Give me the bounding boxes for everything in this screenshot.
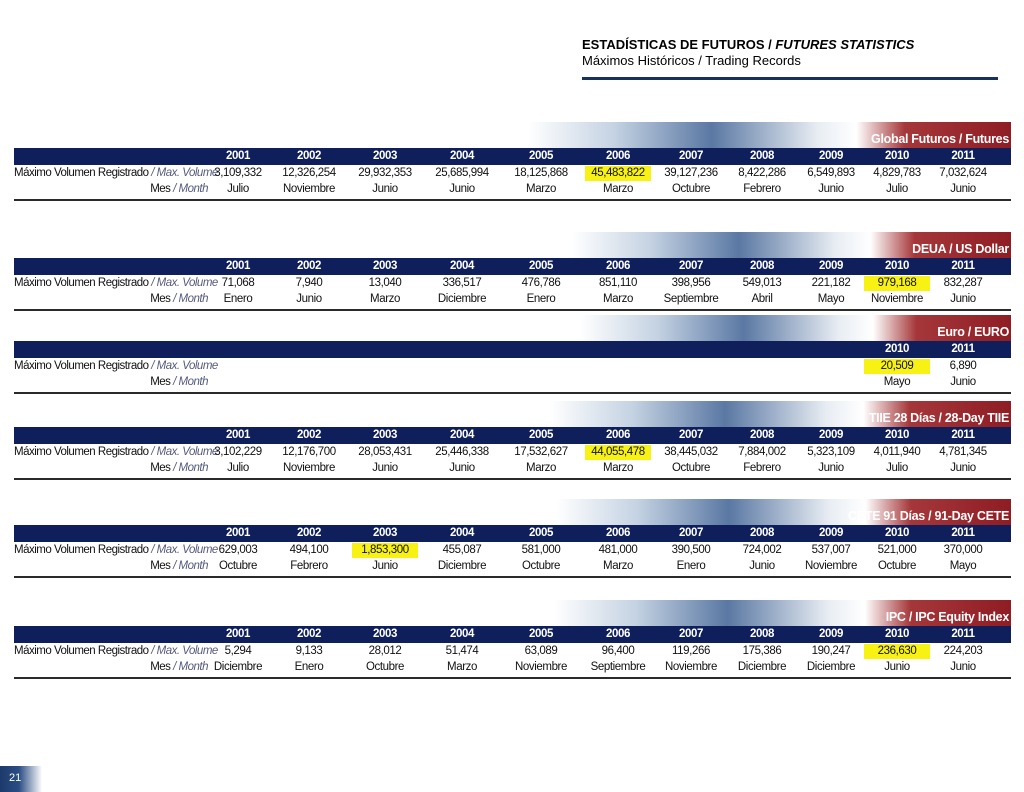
month-cell: Enero (294, 661, 324, 673)
max-volume-label: Máximo Volumen Registrado / Max. Volume (14, 645, 218, 657)
year-cell: 2010 (885, 260, 909, 272)
month-cell: Junio (372, 183, 398, 195)
page-header (582, 37, 914, 69)
futures-table-3 (14, 401, 1011, 481)
month-label: Mes / Month (150, 376, 208, 388)
page-number-badge (0, 766, 42, 792)
year-cell: 2006 (606, 527, 630, 539)
volume-cell: 7,032,624 (939, 167, 987, 179)
table-bottom-rule (14, 392, 1011, 394)
volume-cell: 476,786 (521, 277, 561, 289)
year-cell: 2009 (819, 628, 843, 640)
month-cell: Marzo (603, 293, 633, 305)
record-volume-cell: 45,483,822 (585, 166, 651, 181)
volume-cell: 175,386 (742, 645, 782, 657)
year-cell: 2001 (226, 527, 250, 539)
month-cell: Junio (950, 376, 976, 388)
section-title: Euro / EURO (937, 325, 1009, 339)
max-volume-row (14, 276, 1011, 292)
year-cell: 2001 (226, 429, 250, 441)
max-volume-label: Máximo Volumen Registrado / Max. Volume (14, 446, 218, 458)
year-cell: 2003 (373, 628, 397, 640)
volume-cell: 28,053,431 (358, 446, 412, 458)
year-cell: 2007 (679, 260, 703, 272)
volume-cell: 398,956 (671, 277, 711, 289)
year-cell: 2002 (297, 628, 321, 640)
volume-cell: 221,182 (811, 277, 851, 289)
month-cell: Octubre (521, 560, 561, 572)
volume-cell: 51,474 (445, 645, 479, 657)
volume-cell: 7,884,002 (738, 446, 786, 458)
volume-cell: 521,000 (877, 544, 917, 556)
year-cell: 2003 (373, 527, 397, 539)
month-cell: Junio (950, 183, 976, 195)
month-cell: Noviembre (804, 560, 857, 572)
year-cell: 2007 (679, 628, 703, 640)
month-cell: Junio (372, 560, 398, 572)
month-cell: Septiembre (590, 661, 646, 673)
month-cell: Enero (526, 293, 556, 305)
year-cell: 2003 (373, 260, 397, 272)
year-cell: 2011 (951, 343, 975, 355)
month-cell: Diciembre (806, 661, 856, 673)
month-cell: Julio (227, 183, 249, 195)
year-cell: 2003 (373, 150, 397, 162)
month-cell: Marzo (526, 462, 556, 474)
month-cell: Julio (886, 183, 908, 195)
month-cell: Abril (751, 293, 773, 305)
max-volume-row (14, 359, 1011, 375)
max-volume-label: Máximo Volumen Registrado / Max. Volume (14, 360, 218, 372)
volume-cell: 25,446,338 (435, 446, 489, 458)
volume-cell: 8,422,286 (738, 167, 786, 179)
month-cell: Junio (449, 462, 475, 474)
year-header-row (14, 258, 1011, 275)
futures-table-4 (14, 499, 1011, 579)
volume-cell: 224,203 (943, 645, 983, 657)
volume-cell: 455,087 (442, 544, 482, 556)
year-cell: 2011 (951, 150, 975, 162)
year-cell: 2006 (606, 260, 630, 272)
month-cell: Noviembre (282, 183, 335, 195)
record-volume-cell: 44,055,478 (585, 445, 651, 460)
volume-cell: 629,003 (218, 544, 258, 556)
month-cell: Junio (449, 183, 475, 195)
month-cell: Noviembre (870, 293, 923, 305)
month-row (14, 182, 1011, 198)
year-cell: 2006 (606, 150, 630, 162)
month-cell: Enero (676, 560, 706, 572)
year-header-row (14, 525, 1011, 542)
year-cell: 2008 (750, 429, 774, 441)
section-banner (554, 600, 1011, 626)
month-row (14, 660, 1011, 676)
volume-cell: 832,287 (943, 277, 983, 289)
max-volume-row (14, 445, 1011, 461)
month-cell: Julio (227, 462, 249, 474)
year-cell: 2011 (951, 429, 975, 441)
volume-cell: 370,000 (943, 544, 983, 556)
year-cell: 2004 (450, 527, 474, 539)
year-cell: 2002 (297, 429, 321, 441)
volume-cell: 3,102,229 (214, 446, 262, 458)
max-volume-row (14, 543, 1011, 559)
year-cell: 2007 (679, 429, 703, 441)
month-row (14, 559, 1011, 575)
month-cell: Octubre (671, 183, 711, 195)
year-cell: 2004 (450, 260, 474, 272)
record-volume-cell: 979,168 (864, 276, 930, 291)
volume-cell: 390,500 (671, 544, 711, 556)
month-cell: Noviembre (282, 462, 335, 474)
month-cell: Febrero (290, 560, 328, 572)
max-volume-label: Máximo Volumen Registrado / Max. Volume (14, 277, 218, 289)
volume-cell: 494,100 (289, 544, 329, 556)
futures-table-1 (14, 232, 1011, 312)
volume-cell: 39,127,236 (664, 167, 718, 179)
month-label: Mes / Month (150, 661, 208, 673)
year-cell: 2010 (885, 628, 909, 640)
volume-cell: 9,133 (295, 645, 323, 657)
volume-cell: 6,890 (949, 360, 977, 372)
futures-table-0 (14, 122, 1011, 202)
section-banner (550, 401, 1011, 427)
month-cell: Octubre (671, 462, 711, 474)
page-number: 21 (9, 772, 22, 784)
section-title: Global Futuros / Futures (871, 132, 1009, 146)
section-banner (580, 315, 1011, 341)
year-cell: 2007 (679, 527, 703, 539)
month-label: Mes / Month (150, 293, 208, 305)
year-cell: 2010 (885, 429, 909, 441)
year-cell: 2008 (750, 260, 774, 272)
month-label: Mes / Month (150, 462, 208, 474)
month-label: Mes / Month (150, 560, 208, 572)
record-volume-cell: 236,630 (864, 644, 930, 659)
section-title: IPC / IPC Equity Index (885, 610, 1009, 624)
section-banner (572, 232, 1011, 258)
month-cell: Julio (886, 462, 908, 474)
month-cell: Marzo (370, 293, 400, 305)
month-cell: Junio (950, 462, 976, 474)
year-cell: 2005 (529, 429, 553, 441)
volume-cell: 13,040 (368, 277, 402, 289)
year-cell: 2011 (951, 527, 975, 539)
volume-cell: 581,000 (521, 544, 561, 556)
month-cell: Junio (818, 462, 844, 474)
month-cell: Octubre (365, 661, 405, 673)
year-cell: 2005 (529, 260, 553, 272)
volume-cell: 4,011,940 (873, 446, 921, 458)
year-cell: 2005 (529, 150, 553, 162)
section-banner (556, 499, 1011, 525)
volume-cell: 5,294 (224, 645, 252, 657)
section-title: DEUA / US Dollar (912, 242, 1009, 256)
page-subtitle: Máximos Históricos / Trading Records (582, 53, 801, 68)
volume-cell: 4,781,345 (939, 446, 987, 458)
volume-cell: 18,125,868 (514, 167, 568, 179)
volume-cell: 96,400 (601, 645, 635, 657)
section-banner (528, 122, 1011, 148)
volume-cell: 549,013 (742, 277, 782, 289)
volume-cell: 5,323,109 (807, 446, 855, 458)
max-volume-row (14, 644, 1011, 660)
month-cell: Octubre (877, 560, 917, 572)
year-cell: 2011 (951, 260, 975, 272)
volume-cell: 63,089 (524, 645, 558, 657)
year-cell: 2009 (819, 150, 843, 162)
year-cell: 2006 (606, 628, 630, 640)
max-volume-label: Máximo Volumen Registrado / Max. Volume (14, 544, 218, 556)
year-header-row (14, 427, 1011, 444)
month-row (14, 292, 1011, 308)
year-cell: 2010 (885, 527, 909, 539)
record-volume-cell: 20,509 (864, 359, 930, 374)
month-cell: Marzo (603, 462, 633, 474)
year-cell: 2001 (226, 260, 250, 272)
volume-cell: 724,002 (742, 544, 782, 556)
month-cell: Mayo (817, 293, 845, 305)
year-cell: 2011 (951, 628, 975, 640)
month-cell: Diciembre (213, 661, 263, 673)
volume-cell: 4,829,783 (873, 167, 921, 179)
table-bottom-rule (14, 478, 1011, 480)
year-cell: 2002 (297, 260, 321, 272)
year-cell: 2006 (606, 429, 630, 441)
volume-cell: 12,326,254 (282, 167, 336, 179)
volume-cell: 7,940 (295, 277, 323, 289)
month-cell: Marzo (603, 560, 633, 572)
month-cell: Junio (884, 661, 910, 673)
table-bottom-rule (14, 576, 1011, 578)
volume-cell: 481,000 (598, 544, 638, 556)
year-cell: 2004 (450, 150, 474, 162)
header-divider (582, 77, 998, 80)
month-row (14, 461, 1011, 477)
month-cell: Junio (296, 293, 322, 305)
year-cell: 2001 (226, 628, 250, 640)
month-label: Mes / Month (150, 183, 208, 195)
year-header-row (14, 148, 1011, 165)
year-cell: 2005 (529, 527, 553, 539)
year-cell: 2008 (750, 527, 774, 539)
month-cell: Octubre (218, 560, 258, 572)
year-cell: 2003 (373, 429, 397, 441)
year-header-row (14, 341, 1011, 358)
month-cell: Enero (223, 293, 253, 305)
month-cell: Mayo (883, 376, 911, 388)
month-cell: Febrero (743, 462, 781, 474)
volume-cell: 851,110 (599, 277, 637, 289)
volume-cell: 6,549,893 (807, 167, 855, 179)
record-volume-cell: 1,853,300 (352, 543, 418, 558)
volume-cell: 25,685,994 (435, 167, 489, 179)
section-title: TIIE 28 Días / 28-Day TIIE (868, 411, 1009, 425)
year-cell: 2009 (819, 527, 843, 539)
month-cell: Diciembre (437, 560, 487, 572)
year-cell: 2009 (819, 260, 843, 272)
month-cell: Noviembre (514, 661, 567, 673)
month-cell: Diciembre (437, 293, 487, 305)
year-cell: 2008 (750, 150, 774, 162)
month-cell: Junio (950, 661, 976, 673)
year-cell: 2002 (297, 150, 321, 162)
section-title: CETE 91 Días / 91-Day CETE (847, 509, 1009, 523)
year-cell: 2007 (679, 150, 703, 162)
volume-cell: 537,007 (811, 544, 851, 556)
volume-cell: 3,109,332 (214, 167, 262, 179)
futures-table-2 (14, 315, 1011, 395)
volume-cell: 29,932,353 (358, 167, 412, 179)
volume-cell: 119,266 (672, 645, 710, 657)
volume-cell: 38,445,032 (664, 446, 718, 458)
month-cell: Junio (950, 293, 976, 305)
volume-cell: 336,517 (442, 277, 482, 289)
year-cell: 2010 (885, 343, 909, 355)
month-cell: Junio (818, 183, 844, 195)
month-cell: Marzo (447, 661, 477, 673)
month-cell: Junio (749, 560, 775, 572)
month-cell: Diciembre (737, 661, 787, 673)
table-bottom-rule (14, 199, 1011, 201)
volume-cell: 28,012 (368, 645, 402, 657)
volume-cell: 17,532,627 (514, 446, 568, 458)
year-cell: 2002 (297, 527, 321, 539)
month-cell: Mayo (949, 560, 977, 572)
year-cell: 2004 (450, 628, 474, 640)
year-cell: 2009 (819, 429, 843, 441)
year-cell: 2001 (226, 150, 250, 162)
max-volume-row (14, 166, 1011, 182)
month-cell: Junio (372, 462, 398, 474)
page-title: ESTADÍSTICAS DE FUTUROS / FUTURES STATISTICS (582, 37, 915, 52)
month-cell: Febrero (743, 183, 781, 195)
year-cell: 2010 (885, 150, 909, 162)
month-cell: Septiembre (663, 293, 719, 305)
table-bottom-rule (14, 309, 1011, 311)
volume-cell: 12,176,700 (282, 446, 336, 458)
table-bottom-rule (14, 677, 1011, 679)
year-cell: 2008 (750, 628, 774, 640)
year-cell: 2004 (450, 429, 474, 441)
year-header-row (14, 626, 1011, 643)
month-cell: Marzo (603, 183, 633, 195)
volume-cell: 190,247 (811, 645, 851, 657)
month-cell: Noviembre (664, 661, 717, 673)
max-volume-label: Máximo Volumen Registrado / Max. Volume (14, 167, 218, 179)
volume-cell: 71,068 (221, 277, 255, 289)
year-cell: 2005 (529, 628, 553, 640)
futures-table-5 (14, 600, 1011, 680)
month-cell: Marzo (526, 183, 556, 195)
month-row (14, 375, 1011, 391)
